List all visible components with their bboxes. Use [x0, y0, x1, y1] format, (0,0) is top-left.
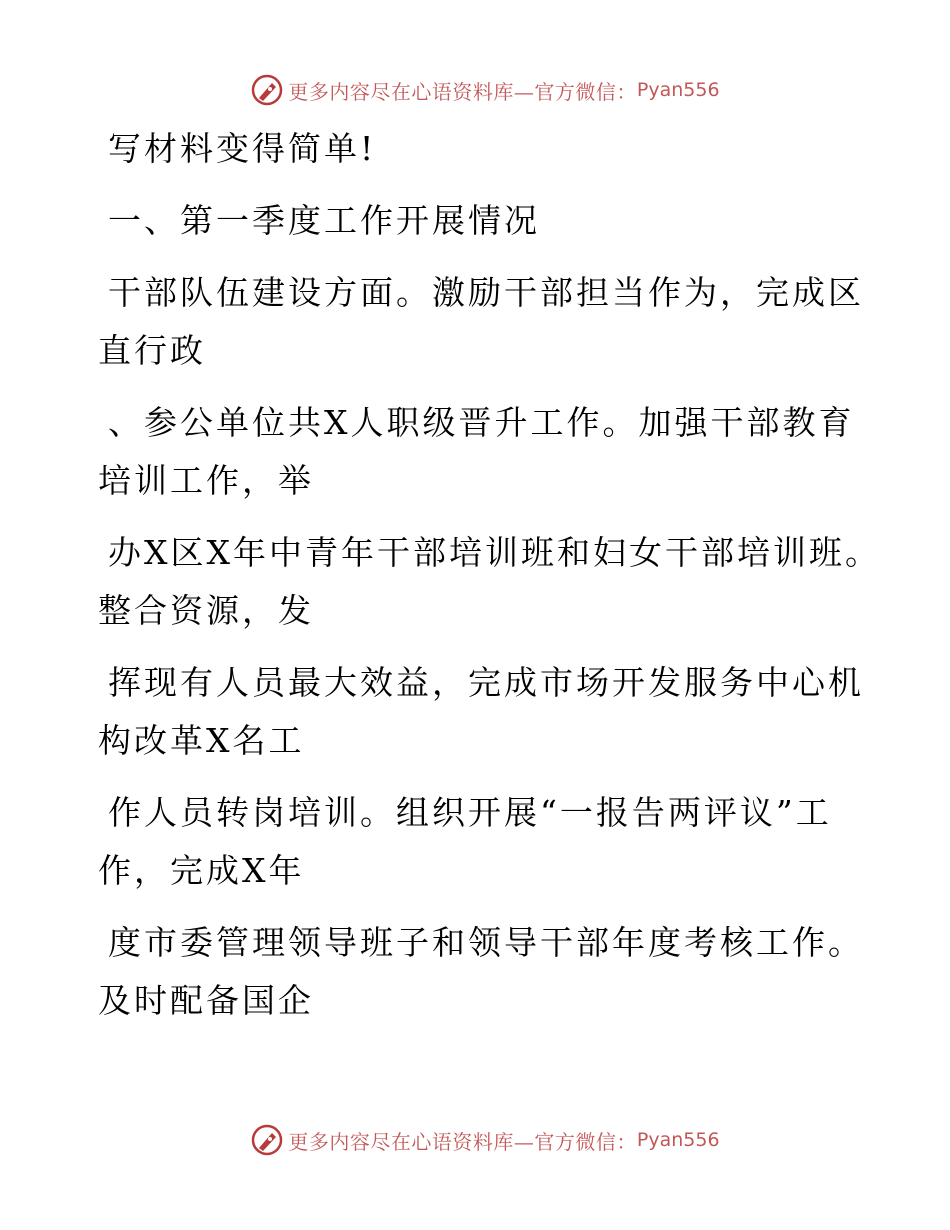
section-heading: 一、第一季度工作开展情况 [108, 201, 540, 240]
text-line: 写材料变得简单! [108, 129, 377, 168]
text-line: 培训工作，举 [98, 461, 314, 500]
text-line: 作，完成X年 [98, 851, 305, 890]
text-line: 办X区X年中青年干部培训班和妇女干部培训班。 [108, 533, 881, 572]
text-line: 干部队伍建设方面。激励干部担当作为，完成区 [108, 273, 864, 312]
footer-watermark-text: 更多内容尽在心语资料库—官方微信： [288, 1129, 637, 1154]
header-watermark-wechat-id: Pyan556 [636, 79, 720, 101]
text-line: 作人员转岗培训。组织开展“一报告两评议”工 [108, 793, 832, 832]
paragraph [98, 264, 864, 380]
paragraph [98, 524, 881, 640]
text-line: 构改革X名工 [98, 721, 305, 760]
document-body [98, 120, 881, 1030]
header-watermark-text: 更多内容尽在心语资料库—官方微信： [288, 79, 637, 104]
pen-nib-logo-icon [250, 73, 284, 107]
header-watermark-group [250, 73, 719, 107]
text-line: 、参公单位共X人职级晋升工作。加强干部教育 [108, 403, 855, 442]
footer-watermark-banner [0, 1120, 950, 1160]
paragraph [98, 914, 864, 1030]
paragraph-section-heading [98, 192, 858, 250]
paragraph [98, 654, 864, 770]
text-line: 挥现有人员最大效益，完成市场开发服务中心机 [108, 663, 864, 702]
paragraph-intro [98, 120, 858, 178]
paragraph [98, 784, 858, 900]
header-watermark-banner [0, 70, 950, 110]
pen-nib-logo-icon [250, 1123, 284, 1157]
footer-watermark-group [250, 1123, 719, 1157]
text-line: 度市委管理领导班子和领导干部年度考核工作。 [108, 923, 864, 962]
text-line: 整合资源，发 [98, 591, 314, 630]
text-line: 及时配备国企 [98, 981, 314, 1020]
footer-watermark-wechat-id: Pyan556 [636, 1129, 720, 1151]
paragraph [98, 394, 858, 510]
text-line: 直行政 [98, 331, 206, 370]
